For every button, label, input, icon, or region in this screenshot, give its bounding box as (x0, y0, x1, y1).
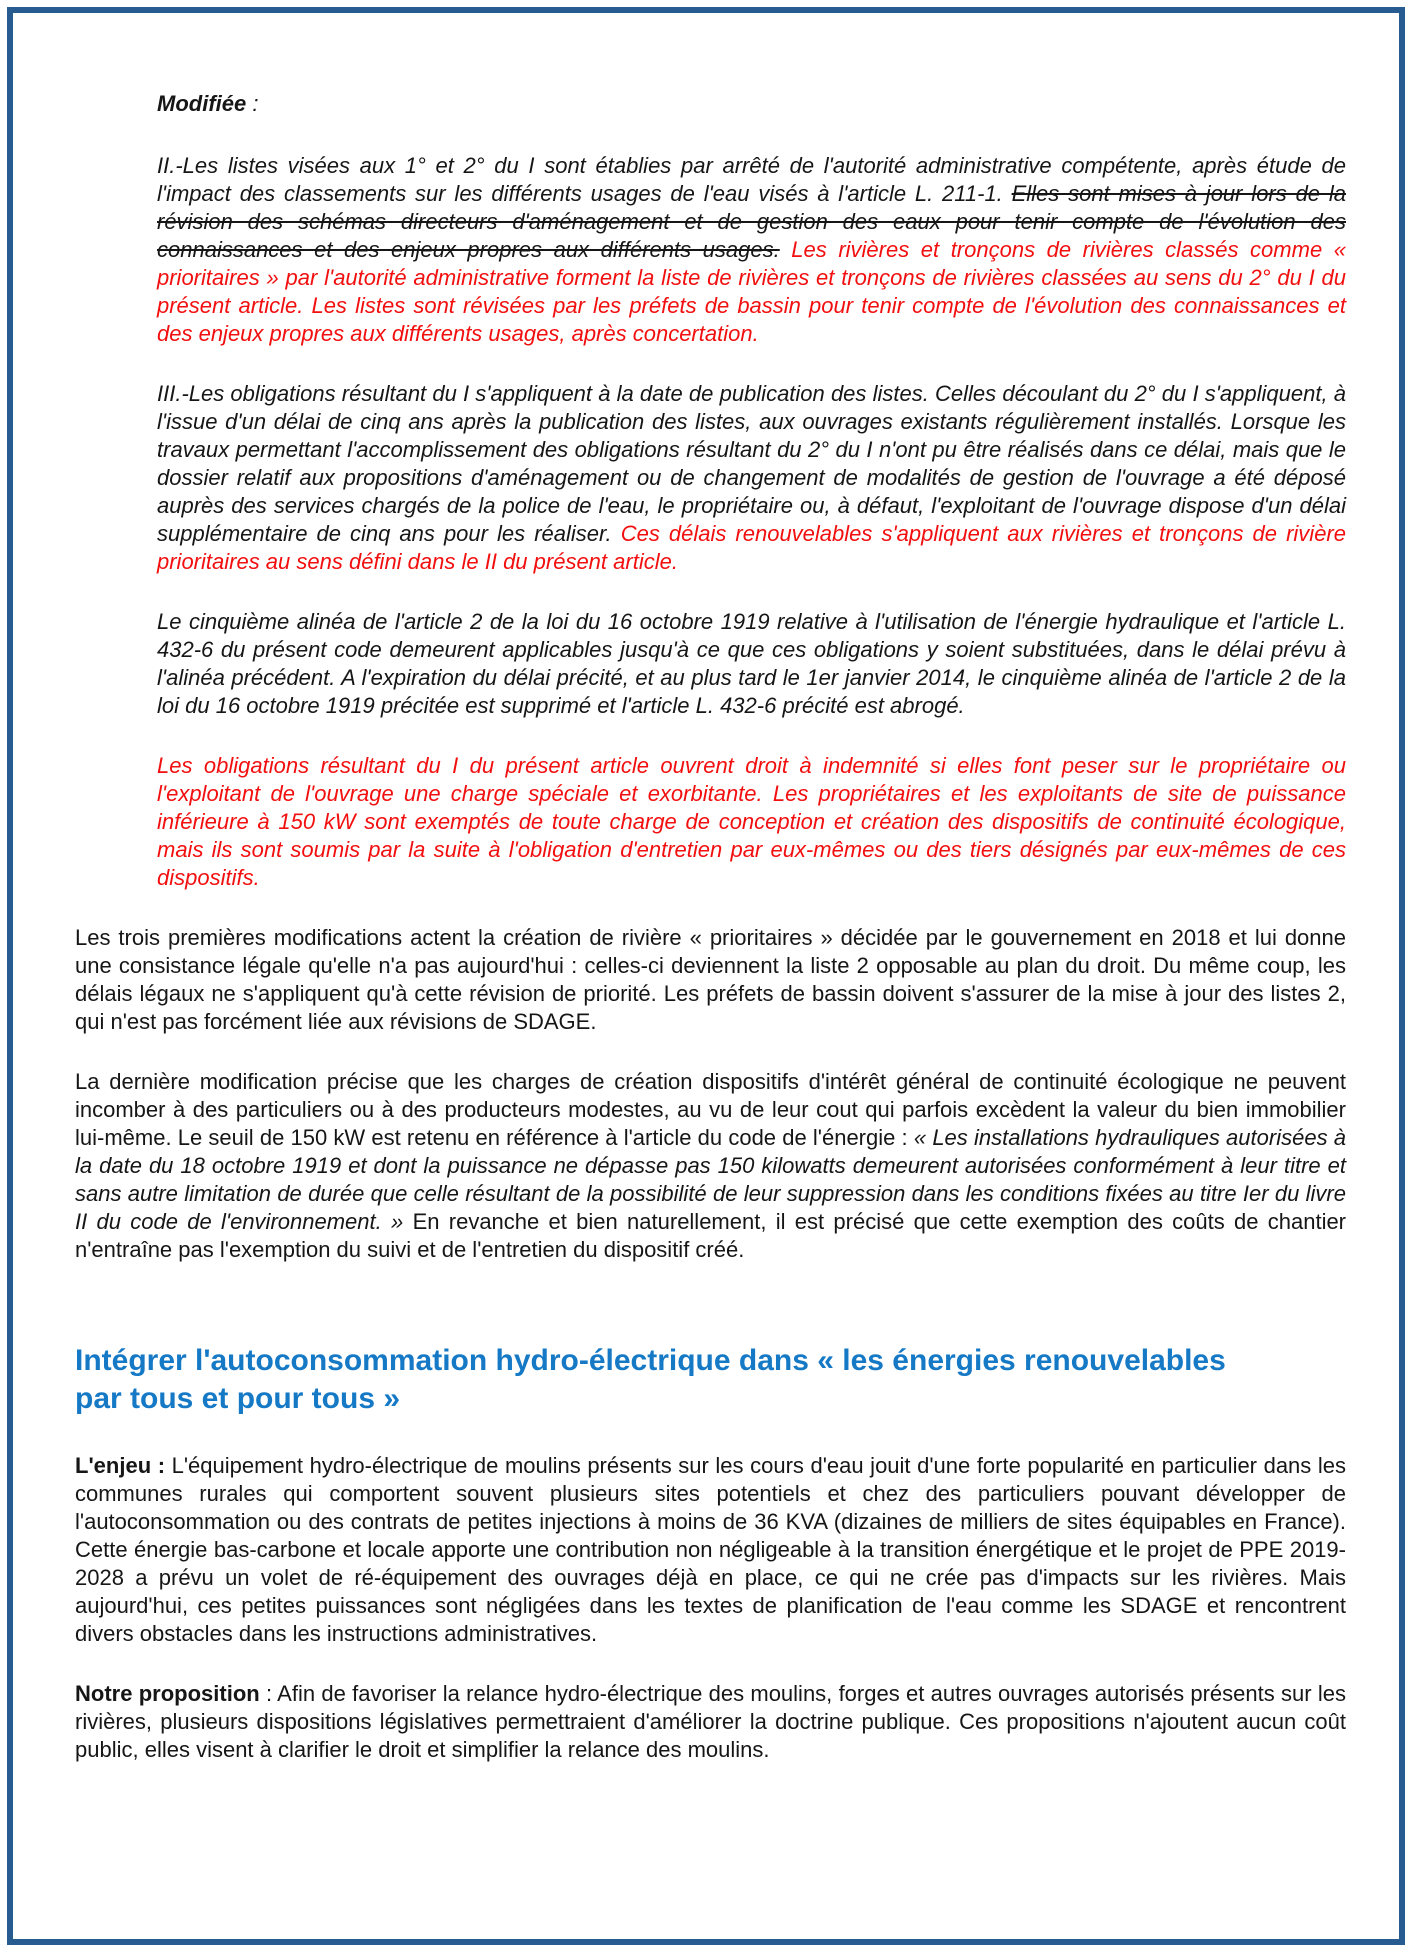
excerpt-paragraph-iii (157, 380, 1346, 576)
commentary-paragraph-2 (75, 1068, 1346, 1264)
proposition-paragraph (75, 1680, 1346, 1764)
legal-text-run: Le cinquième alinéa de l'article 2 de la loi du 16 octobre 1919 relative à l'utilisation de l'énergie hydraulique et l'article L. 432-6 du présent code demeurent applicables jusqu'à ce que ces obligations y soient substituées, dans le délai prévu à l'alinéa précédent. A l'expiration du délai précité, et au plus tard le 1er janvier 2014, le cinquième alinéa de l'article 2 de la loi du 16 octobre 1919 précitée est supprimé et l'article L. 432-6 précité est abrogé. (157, 609, 1346, 718)
excerpt-label-colon: : (252, 91, 259, 116)
commentary-block (75, 924, 1346, 1264)
proposition-text-run: : Afin de favoriser la relance hydro-électrique des moulins, forges et autres ouvrages autorisés présents sur les rivières, plusieurs dispositions législatives permettraient d'améliorer la doctrine publique. Ces propositions n'ajoutent aucun coût public, elles visent à clarifier le droit et simplifier la relance des moulins. (75, 1681, 1346, 1762)
excerpt-paragraph-ii (157, 152, 1346, 348)
legal-text-run: II.-Les listes visées aux 1° et 2° du I sont établies par arrêté de l'autorité administrative compétente, après étude de l'impact des classements sur les différents usages de l'eau visés à l'article L. 211-1. (157, 153, 1346, 206)
enjeu-text-run: L'équipement hydro-électrique de moulins présents sur les cours d'eau jouit d'une forte popularité en particulier dans les communes rurales qui comportent souvent plusieurs sites potentiels et chez des particuliers pouvant développer de l'autoconsommation ou des contrats de petites injections à moins de 36 KVA (dizaines de milliers de sites équipables en France). Cette énergie bas-carbone et locale apporte une contribution non négligeable à la transition énergétique et le projet de PPE 2019-2028 a prévu un volet de ré-équipement des ouvrages déjà en place, ce qui ne crée pas d'impacts sur les rivières. Mais aujourd'hui, ces petites puissances sont négligées dans les textes de planification de l'eau comme les SDAGE et rencontrent divers obstacles dans les instructions administratives. (75, 1453, 1346, 1646)
red-insertion-run: Les obligations résultant du I du présent article ouvrent droit à indemnité si elles font peser sur le propriétaire ou l'exploitant de l'ouvrage une charge spéciale et exorbitante. Les propriétaires et les exploitants de site de puissance inférieure à 150 kW sont exemptés de toute charge de conception et création des dispositifs de continuité écologique, mais ils sont soumis par la suite à l'obligation d'entretien par eux-mêmes ou des tiers désignés par eux-mêmes de ces dispositifs. (157, 753, 1346, 890)
enjeu-paragraph (75, 1452, 1346, 1648)
red-insertion-run: Les rivières et tronçons de rivières classés comme « prioritaires » par l'autorité administrative forment la liste de rivières et tronçons de rivières classées au sens du 2° du I du présent article. Les listes sont révisées par les préfets de bassin pour tenir compte de l'évolution des connaissances et des enjeux propres aux différents usages, après concertation. (157, 237, 1346, 346)
commentary-paragraph-1 (75, 924, 1346, 1036)
excerpt-label-bold: Modifiée (157, 91, 247, 116)
commentary-text-run: En revanche et bien naturellement, il est précisé que cette exemption des coûts de chantier n'entraîne pas l'exemption du suivi et de l'entretien du dispositif créé. (75, 1209, 1347, 1262)
section-heading: Intégrer l'autoconsommation hydro-électrique dans « les énergies renouvelables par tous et pour tous » (75, 1344, 1226, 1415)
commentary-text-run: Les trois premières modifications actent la création de rivière « prioritaires » décidée par le gouvernement en 2018 et lui donne une consistance légale qu'elle n'a pas aujourd'hui : celles-ci deviennent la liste 2 opposable au plan du droit. Du même coup, les délais légaux ne s'appliquent qu'à cette révision de priorité. Les préfets de bassin doivent s'assurer de la mise à jour des listes 2, qui n'est pas forcément liée aux révisions de SDAGE. (75, 925, 1346, 1034)
enjeu-label: L'enjeu : (75, 1453, 166, 1478)
excerpt-paragraph-indemnite (157, 752, 1346, 892)
section-body (75, 1452, 1346, 1764)
legal-quote-run: « Les installations hydrauliques autorisées à la date du 18 octobre 1919 et dont la puissance ne dépasse pas 150 kilowatts demeurent autorisées conformément à leur titre et sans autre limitation de durée que celle résultant de la possibilité de leur suppression dans les conditions fixées au titre Ier du livre II du code de l'environnement. » (75, 1125, 1346, 1234)
legal-text-run: III.-Les obligations résultant du I s'appliquent à la date de publication des listes. Celles découlant du 2° du I s'appliquent, à l'issue d'un délai de cinq ans après la publication des listes, aux ouvrages existants régulièrement installés. Lorsque les travaux permettant l'accomplissement des obligations résultant du 2° du I n'ont pu être réalisés dans ce délai, mais que le dossier relatif aux propositions d'aménagement ou de changement de modalités de gestion de l'ouvrage a été déposé auprès des services chargés de la police de l'eau, le propriétaire ou, à défaut, l'exploitant de l'ouvrage dispose d'un délai supplémentaire de cinq ans pour les réaliser. (157, 381, 1346, 546)
red-insertion-run: Ces délais renouvelables s'appliquent aux rivières et tronçons de rivière prioritaires au sens défini dans le II du présent article. (157, 521, 1346, 574)
law-excerpt-block (157, 90, 1346, 892)
strikethrough-run: Elles sont mises à jour lors de la révision des schémas directeurs d'aménagement et de gestion des eaux pour tenir compte de l'évolution des connaissances et des enjeux propres aux différents usages. (157, 181, 1346, 262)
excerpt-label (157, 90, 1346, 118)
document-content (75, 90, 1346, 1796)
excerpt-paragraph-alinea (157, 608, 1346, 720)
proposition-label: Notre proposition (75, 1681, 260, 1706)
commentary-text-run: La dernière modification précise que les charges de création dispositifs d'intérêt général de continuité écologique ne peuvent incomber à des particuliers ou à des producteurs modestes, au vu de leur cout qui parfois excèdent la valeur du bien immobilier lui-même. Le seuil de 150 kW est retenu en référence à l'article du code de l'énergie : (75, 1069, 1346, 1150)
